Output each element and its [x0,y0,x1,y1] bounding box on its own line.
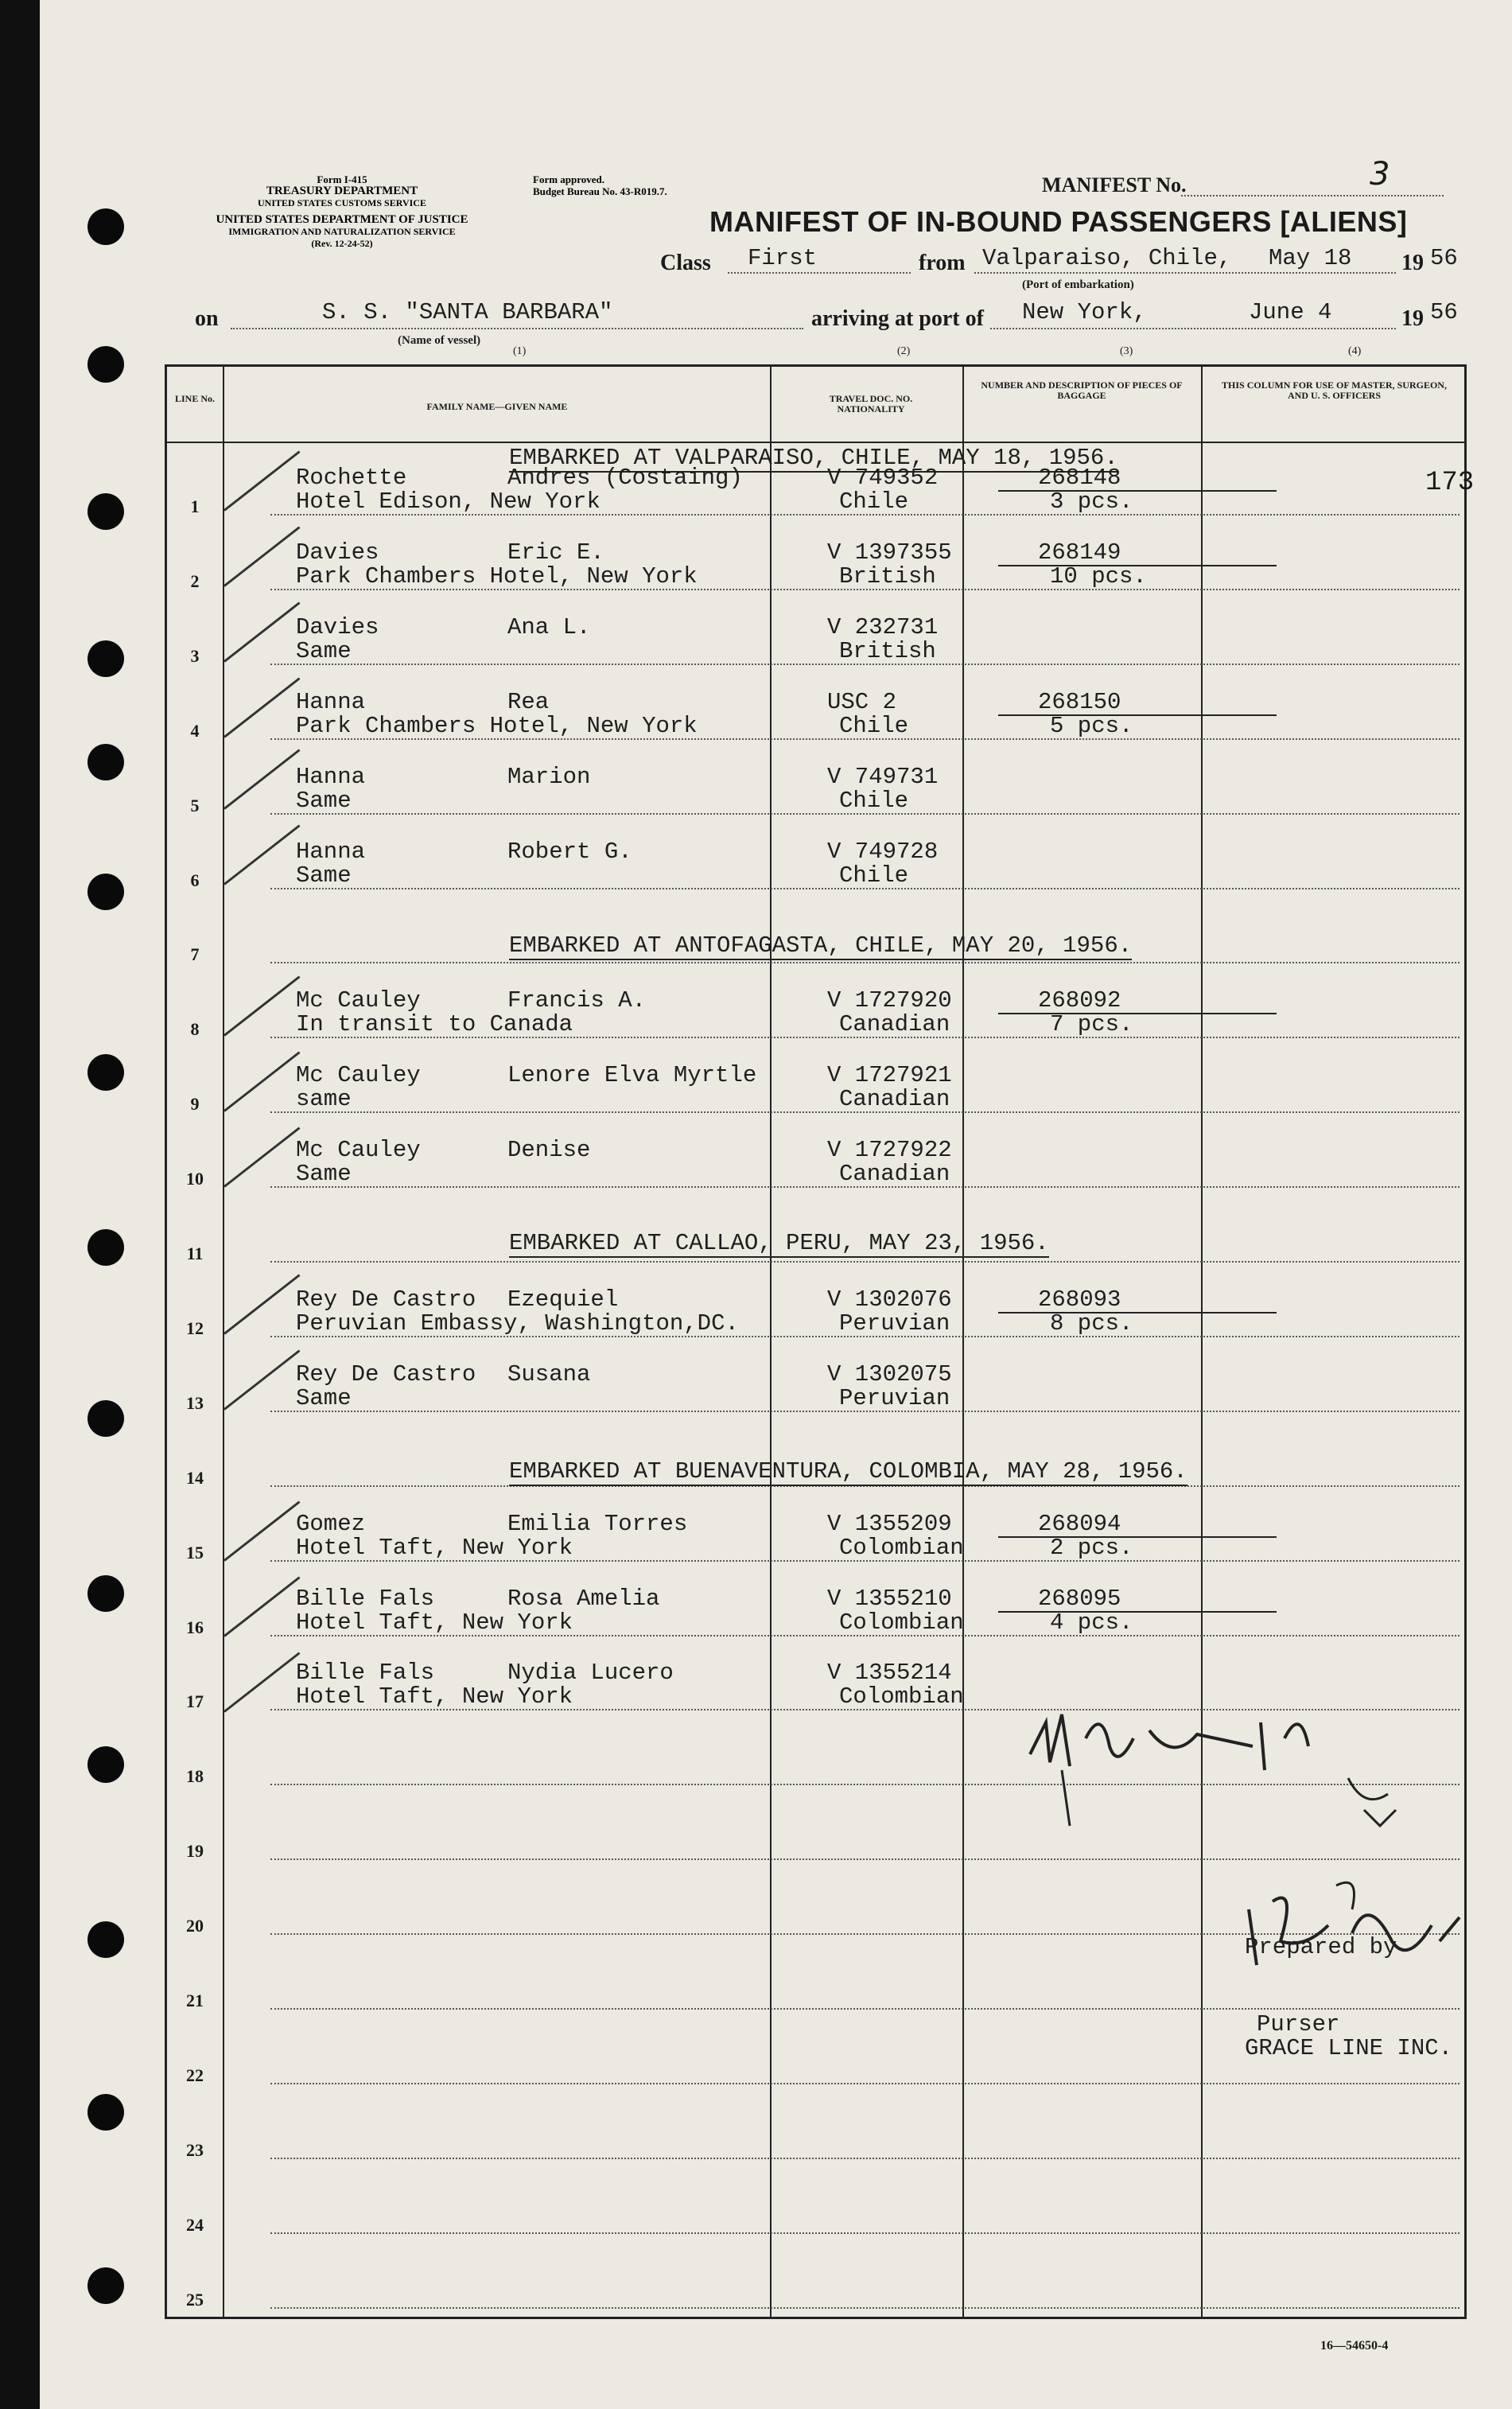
row-line [270,1261,1460,1263]
ins-service: IMMIGRATION AND NATURALIZATION SERVICE [228,226,456,237]
col-line-no-divider [223,364,224,2319]
row-line [270,962,1460,963]
checkmark-icon [223,1500,300,1561]
passenger-family-name: Mc Cauley [296,1137,421,1164]
form-code: 16—54650-4 [1320,2339,1389,2353]
passenger-family-name: Rey De Castro [296,1286,476,1313]
passenger-nationality: British [839,562,936,590]
punch-hole [87,1400,124,1437]
passenger-given-name: Lenore Elva Myrtle [507,1062,757,1089]
company-name: GRACE LINE INC. [1245,2035,1453,2061]
header-line-no: LINE No. [174,393,215,404]
form-approved: Form approved. [533,173,605,185]
line-number: 11 [186,1243,204,1263]
passenger-address: Hotel Taft, New York [296,1609,573,1636]
arriving-line [990,328,1396,329]
row-line [270,2083,1460,2084]
line-number: 24 [186,2214,204,2235]
treasury-dept: TREASURY DEPARTMENT [266,185,418,197]
line-number: 2 [190,570,200,591]
travel-doc-number: V 1727920 [827,987,952,1014]
passenger-given-name: Francis A. [507,987,647,1014]
passenger-family-name: Rochette [296,465,407,491]
table-top-border [165,364,1467,367]
travel-doc-number: V 1727922 [827,1137,952,1164]
officer-signature [1014,1691,1460,1850]
caption-1: (1) [513,345,527,357]
travel-doc-number: V 1355210 [827,1585,952,1612]
from-port: Valparaiso, Chile, [982,245,1232,271]
form-number: Form I-415 [317,173,367,185]
year-prefix: 19 [1401,251,1424,275]
line-number: 14 [186,1467,204,1488]
punch-hole [87,346,124,383]
checkmark-icon [223,1274,300,1334]
checkmark-icon [223,824,300,885]
line-number: 25 [186,2289,204,2310]
table-right-border [1464,364,1467,2319]
passenger-nationality: Chile [839,862,909,889]
form-revision: (Rev. 12-24-52) [311,238,373,249]
punch-hole [87,1575,124,1612]
col-doc-divider [962,364,964,2319]
checkmark-icon [223,749,300,809]
header-officers: THIS COLUMN FOR USE OF MASTER, SURGEON, AND U. S. OFFICERS [1222,379,1447,401]
line-number: 8 [190,1019,200,1040]
punch-hole [87,640,124,677]
punch-hole [87,1054,124,1091]
budget-bureau: Budget Bureau No. 43-R019.7. [533,185,667,197]
class-line [728,272,911,274]
passenger-family-name: Hanna [296,838,366,865]
header-travel-doc: TRAVEL DOC. NO. NATIONALITY [829,393,913,414]
row-line [270,2232,1460,2234]
punch-hole [87,1229,124,1266]
line-number: 13 [186,1392,204,1413]
manifest-no-label: MANIFEST No. [1042,173,1187,197]
year2-prefix: 19 [1401,306,1424,331]
punch-hole [87,2094,124,2131]
passenger-address: Same [296,862,352,889]
passenger-family-name: Mc Cauley [296,1062,421,1089]
line-number: 4 [190,720,200,741]
col-name-divider [770,364,772,2319]
passenger-nationality: Colombian [839,1683,964,1710]
checkmark-icon [223,677,300,737]
baggage-pieces: 3 pcs. [1050,488,1133,515]
line-number: 19 [186,1841,204,1862]
baggage-pieces: 2 pcs. [1050,1534,1133,1561]
travel-doc-number: V 1727921 [827,1062,952,1089]
passenger-address: Same [296,1384,352,1411]
line-number: 12 [186,1317,204,1338]
passenger-address: Peruvian Embassy, Washington,DC. [296,1310,739,1337]
arriving-label: arriving at port of [811,306,984,331]
manifest-title: MANIFEST OF IN-BOUND PASSENGERS [ALIENS] [709,205,1408,238]
passenger-nationality: British [839,637,936,664]
passenger-family-name: Bille Fals [296,1585,435,1612]
checkmark-icon [223,526,300,586]
passenger-given-name: Robert G. [507,838,632,865]
passenger-nationality: Peruvian [839,1310,950,1337]
passenger-family-name: Bille Fals [296,1660,435,1687]
passenger-given-name: Nydia Lucero [507,1660,674,1687]
line-number: 3 [190,645,200,666]
checkmark-icon [223,1051,300,1111]
checkmark-icon [223,1127,300,1187]
vessel-line [231,328,803,329]
checkmark-icon [223,1576,300,1636]
baggage-pieces: 10 pcs. [1050,562,1147,590]
manifest-sheet [40,0,1512,2409]
line-number: 6 [190,870,200,890]
purser-signature [1233,1878,1471,1989]
travel-doc-number: V 1355209 [827,1510,952,1537]
punch-hole [87,744,124,780]
passenger-nationality: Colombian [839,1609,964,1636]
punch-hole [87,208,124,245]
passenger-nationality: Canadian [839,1011,950,1038]
punch-hole [87,2267,124,2304]
manifest-no-line [1181,195,1444,197]
punch-hole [87,874,124,910]
section-heading: EMBARKED AT CALLAO, PERU, MAY 23, 1956. [509,1230,1049,1256]
class-label: Class [660,251,711,275]
passenger-address: Same [296,787,352,814]
class-value: First [748,245,818,271]
col-baggage-divider [1201,364,1203,2319]
row-line [270,2307,1460,2309]
baggage-number: 268149 [998,541,1277,566]
travel-doc-number: V 1355214 [827,1660,952,1687]
on-label: on [195,306,219,331]
passenger-address: Hotel Taft, New York [296,1534,573,1561]
manifest-no-value: 3 [1370,156,1390,193]
baggage-pieces: 5 pcs. [1050,712,1133,739]
line-number: 5 [190,795,200,815]
row-line [270,1858,1460,1860]
passenger-address: Park Chambers Hotel, New York [296,562,698,590]
passenger-given-name: Rea [507,688,550,715]
line-number: 18 [186,1766,204,1787]
checkmark-icon [223,1652,300,1712]
punch-hole [87,1746,124,1783]
line-number: 16 [186,1617,204,1637]
prepared-by: Prepared by [1245,1934,1397,1960]
passenger-given-name: Rosa Amelia [507,1585,660,1612]
passenger-nationality: Canadian [839,1161,950,1188]
table-bottom-border [165,2317,1467,2319]
baggage-pieces: 7 pcs. [1050,1011,1133,1038]
passenger-address: Hotel Edison, New York [296,488,601,515]
travel-doc-number: V 1302075 [827,1360,952,1387]
port-embarkation-caption: (Port of embarkation) [1022,278,1134,291]
arriving-date: June 4 [1249,299,1332,325]
line-number: 23 [186,2139,204,2160]
baggage-number: 268092 [998,989,1277,1014]
passenger-given-name: Ezequiel [507,1286,619,1313]
baggage-number: 268150 [998,691,1277,716]
passenger-given-name: Denise [507,1137,591,1164]
customs-service: UNITED STATES CUSTOMS SERVICE [258,197,426,208]
travel-doc-number: V 232731 [827,613,939,640]
line-number: 21 [186,1991,204,2010]
travel-doc-number: V 749352 [827,465,939,491]
table-header-border [165,442,1467,443]
line-number: 10 [186,1169,204,1189]
header-baggage: NUMBER AND DESCRIPTION OF PIECES OF BAGGAGE [981,379,1183,401]
travel-doc-number: USC 2 [827,688,897,715]
punch-hole [87,1921,124,1958]
passenger-nationality: Canadian [839,1086,950,1113]
baggage-pieces: 4 pcs. [1050,1609,1133,1636]
travel-doc-number: V 1397355 [827,539,952,566]
passenger-given-name: Emilia Torres [507,1510,688,1537]
passenger-nationality: Peruvian [839,1384,950,1411]
line-number: 9 [190,1094,200,1115]
passenger-family-name: Davies [296,613,379,640]
line-number: 1 [190,496,200,516]
passenger-address: Same [296,1161,352,1188]
row-line [270,2158,1460,2159]
header-name: FAMILY NAME—GIVEN NAME [426,401,568,412]
passenger-address: Park Chambers Hotel, New York [296,712,698,739]
baggage-number: 268094 [998,1512,1277,1538]
line-number: 17 [186,1691,204,1712]
line-number: 15 [186,1542,204,1563]
from-label: from [919,251,966,275]
from-date: May 18 [1269,245,1352,271]
passenger-nationality: Chile [839,712,909,739]
caption-4: (4) [1348,345,1362,357]
checkmark-icon [223,975,300,1036]
passenger-family-name: Davies [296,539,379,566]
line-number: 22 [186,2065,204,2085]
year-value: 56 [1430,245,1458,271]
travel-doc-number: V 1302076 [827,1286,952,1313]
travel-doc-number: V 749728 [827,838,939,865]
vessel-name: S. S. "SANTA BARBARA" [322,299,613,325]
justice-dept: UNITED STATES DEPARTMENT OF JUSTICE [216,213,468,226]
passenger-family-name: Mc Cauley [296,987,421,1014]
purser-title: Purser [1257,2011,1340,2037]
passenger-given-name: Marion [507,763,591,790]
checkmark-icon [223,1349,300,1410]
section-heading: EMBARKED AT VALPARAISO, CHILE, MAY 18, 1956. [509,445,1118,471]
passenger-family-name: Gomez [296,1510,366,1537]
caption-3: (3) [1120,345,1133,357]
passenger-address: same [296,1086,352,1113]
row-line [270,2008,1460,2010]
passenger-address: Hotel Taft, New York [296,1683,573,1710]
baggage-number: 268093 [998,1288,1277,1313]
passenger-nationality: Colombian [839,1534,964,1561]
passenger-family-name: Hanna [296,763,366,790]
line-number: 20 [186,1916,204,1936]
passenger-nationality: Chile [839,488,909,515]
passenger-given-name: Andres (Costaing) [507,465,743,491]
passenger-family-name: Hanna [296,688,366,715]
travel-doc-number: V 749731 [827,763,939,790]
passenger-address: Same [296,637,352,664]
passenger-given-name: Susana [507,1360,591,1387]
passenger-given-name: Eric E. [507,539,604,566]
punch-hole [87,493,124,530]
arriving-port: New York, [1022,299,1147,325]
baggage-pieces: 8 pcs. [1050,1310,1133,1337]
side-number: 173 [1425,468,1475,498]
section-heading: EMBARKED AT BUENAVENTURA, COLOMBIA, MAY 28, 1956. [509,1458,1187,1485]
passenger-nationality: Chile [839,787,909,814]
line-number: 7 [190,944,200,965]
vessel-caption: (Name of vessel) [398,334,481,347]
passenger-given-name: Ana L. [507,613,591,640]
baggage-number: 268148 [998,466,1277,492]
from-line [974,272,1396,274]
passenger-family-name: Rey De Castro [296,1360,476,1387]
year2-value: 56 [1430,299,1458,325]
passenger-address: In transit to Canada [296,1011,573,1038]
checkmark-icon [223,601,300,662]
baggage-number: 268095 [998,1587,1277,1613]
checkmark-icon [223,450,300,511]
caption-2: (2) [897,345,911,357]
section-heading: EMBARKED AT ANTOFAGASTA, CHILE, MAY 20, 1956. [509,932,1133,959]
